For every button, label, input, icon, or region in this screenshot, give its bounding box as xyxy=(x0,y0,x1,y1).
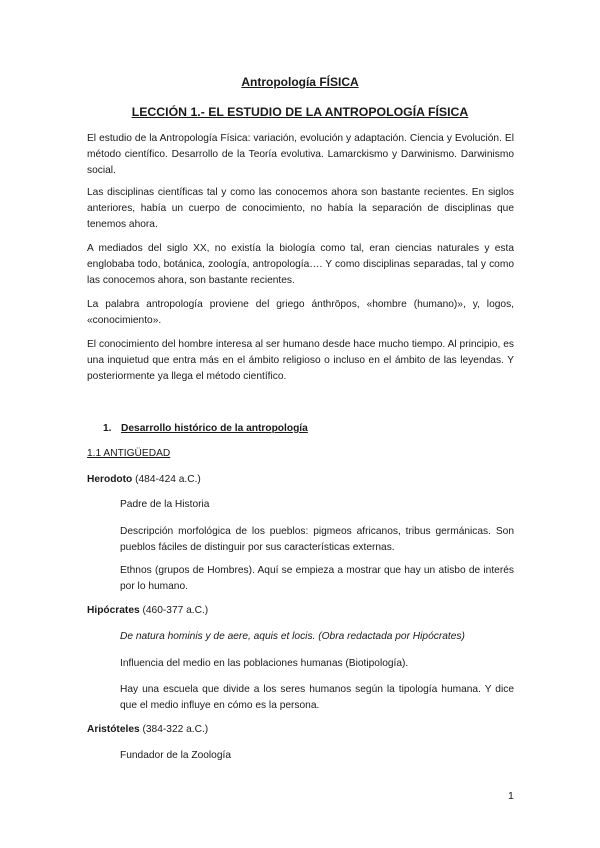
person-heading xyxy=(87,603,208,619)
person-item: Hay una escuela que divide a los seres humanos según la tipología humana. Y dice que el medio influye en cómo es la persona. xyxy=(120,684,514,711)
person-name: Aristóteles xyxy=(87,724,140,735)
subsection-heading: 1.1 ANTIGÜEDAD xyxy=(87,448,171,459)
person-heading xyxy=(87,722,208,738)
person-item: Descripción morfológica de los pueblos: pigmeos africanos, tribus germánicas. Son pueblos fáciles de distinguir por sus características externas. xyxy=(120,526,514,553)
work-citation xyxy=(120,629,514,645)
work-note: (Obra redactada por Hipócrates) xyxy=(318,631,465,642)
intro-paragraph-1: El estudio de la Antropología Física: variación, evolución y adaptación. Ciencia y Evolución. El método científico. Desarrollo de la Teoría evolutiva. Lamarckismo y Darwinismo. Darwinismo social. xyxy=(87,133,514,176)
person-item: Influencia del medio en las poblaciones humanas (Biotipología). xyxy=(120,658,409,669)
page-number: 1 xyxy=(508,790,514,802)
intro-paragraph-2: Las disciplinas científicas tal y como las conocemos ahora son bastante recientes. En siglos anteriores, había un cuerpo de conocimiento, no había la separación de disciplinas que tenemos ahora. xyxy=(87,187,514,230)
person-dates: (484-424 a.C.) xyxy=(135,474,201,485)
section-number: 1. xyxy=(103,423,112,434)
person-item: Fundador de la Zoología xyxy=(120,750,232,761)
intro-paragraph-5: El conocimiento del hombre interesa al ser humano desde hace mucho tiempo. Al principio, es una inquietud que entra más en el ámbito religioso o incluso en el ámbito de las leyendas. Y posteriormente ya llega el método científico. xyxy=(87,339,514,382)
section-title: Desarrollo histórico de la antropología xyxy=(121,423,308,434)
person-item: Padre de la Historia xyxy=(120,499,210,510)
person-dates: (460-377 a.C.) xyxy=(142,605,209,616)
intro-paragraph-4: La palabra antropología proviene del griego ánthrōpos, «hombre (humano)», y, logos, «conocimiento». xyxy=(87,299,514,326)
intro-paragraph-3: A mediados del siglo XX, no existía la biología como tal, eran ciencias naturales y esta englobaba todo, botánica, zoología, antropología…. Y como disciplinas separadas, tal y como las conocemos ahora, son bastante recientes. xyxy=(87,243,514,286)
person-name: Hipócrates xyxy=(87,605,140,616)
person-heading xyxy=(87,472,201,488)
person-dates: (384-322 a.C.) xyxy=(142,724,209,735)
person-item: Ethnos (grupos de Hombres). Aquí se empieza a mostrar que hay un atisbo de interés por lo humano. xyxy=(120,565,514,592)
lesson-title: LECCIÓN 1.- EL ESTUDIO DE LA ANTROPOLOGÍA FÍSICA xyxy=(131,105,469,119)
person-name: Herodoto xyxy=(87,474,133,485)
section-heading xyxy=(103,421,308,437)
document-title: Antropología FÍSICA xyxy=(241,75,359,89)
work-title: De natura hominis y de aere, aquis et locis. xyxy=(120,631,316,642)
